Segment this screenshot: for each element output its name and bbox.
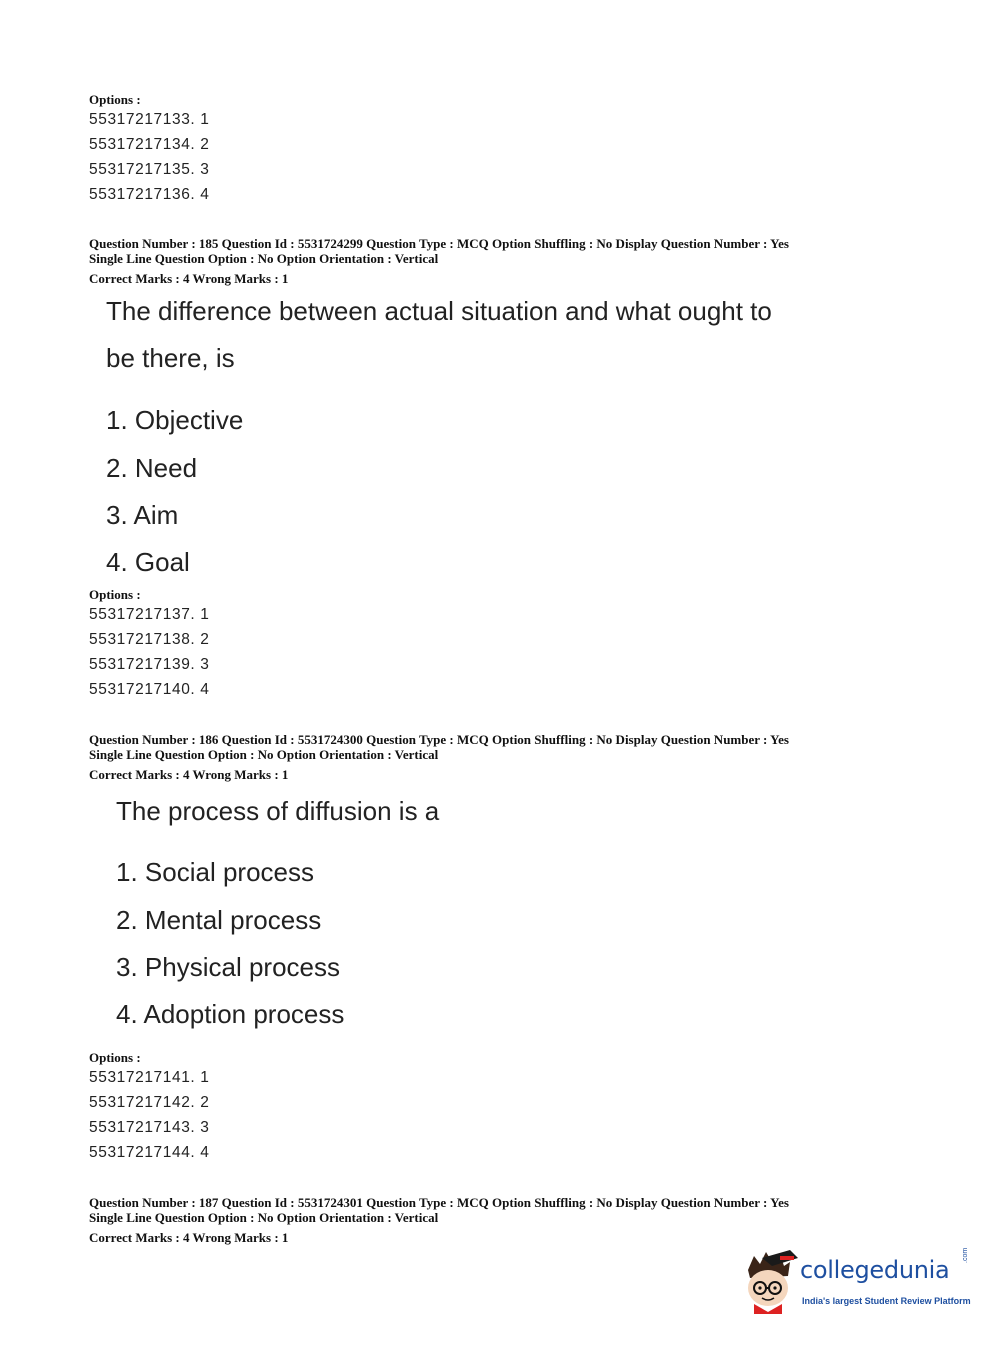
options-list xyxy=(89,602,209,702)
options-label: Options : xyxy=(89,1050,141,1065)
options-label: Options : xyxy=(89,587,141,602)
question-meta-line1: Question Number : 187 Question Id : 5531724301 Question Type : MCQ Option Shuffling : No Display Question Number : Yes xyxy=(89,1195,789,1210)
logo-tagline: India's largest Student Review Platform xyxy=(802,1296,971,1306)
options-list xyxy=(89,107,209,207)
question-marks: Correct Marks : 4 Wrong Marks : 1 xyxy=(89,1230,289,1245)
question-choice: 3. Physical process xyxy=(116,952,340,982)
option-code: 55317217135. 3 xyxy=(89,161,210,178)
mascot-icon xyxy=(740,1248,798,1314)
logo-wordmark: collegedunia xyxy=(800,1256,950,1284)
question-meta-line2: Single Line Question Option : No Option Orientation : Vertical xyxy=(89,1210,439,1225)
option-code: 55317217143. 3 xyxy=(89,1119,210,1136)
question-choice: 1. Objective xyxy=(106,405,244,435)
option-code: 55317217137. 1 xyxy=(89,606,210,623)
option-code: 55317217138. 2 xyxy=(89,631,210,648)
question-meta-line1: Question Number : 186 Question Id : 5531724300 Question Type : MCQ Option Shuffling : No Display Question Number : Yes xyxy=(89,732,789,747)
question-meta-line2: Single Line Question Option : No Option Orientation : Vertical xyxy=(89,251,439,266)
option-code: 55317217142. 2 xyxy=(89,1094,210,1111)
option-code: 55317217144. 4 xyxy=(89,1144,210,1161)
option-code: 55317217136. 4 xyxy=(89,186,210,203)
question-choice: 2. Mental process xyxy=(116,905,322,935)
logo-tld: .com xyxy=(962,1247,969,1263)
collegedunia-logo[interactable] xyxy=(740,1248,975,1318)
option-code: 55317217139. 3 xyxy=(89,656,210,673)
question-choice: 2. Need xyxy=(106,453,198,483)
question-text: be there, is xyxy=(106,343,235,373)
question-meta-line1: Question Number : 185 Question Id : 5531724299 Question Type : MCQ Option Shuffling : No Display Question Number : Yes xyxy=(89,236,789,251)
question-choice: 4. Goal xyxy=(106,547,190,577)
option-code: 55317217134. 2 xyxy=(89,136,210,153)
question-choice: 4. Adoption process xyxy=(116,999,345,1029)
question-text: The process of diffusion is a xyxy=(116,796,440,826)
option-code: 55317217141. 1 xyxy=(89,1069,210,1086)
question-meta-line2: Single Line Question Option : No Option Orientation : Vertical xyxy=(89,747,439,762)
options-list xyxy=(89,1065,209,1165)
option-code: 55317217133. 1 xyxy=(89,111,210,128)
question-text: The difference between actual situation and what ought to xyxy=(106,296,772,326)
question-marks: Correct Marks : 4 Wrong Marks : 1 xyxy=(89,271,289,286)
question-marks: Correct Marks : 4 Wrong Marks : 1 xyxy=(89,767,289,782)
option-code: 55317217140. 4 xyxy=(89,681,210,698)
question-choice: 3. Aim xyxy=(106,500,179,530)
question-choice: 1. Social process xyxy=(116,857,314,887)
options-label: Options : xyxy=(89,92,141,107)
